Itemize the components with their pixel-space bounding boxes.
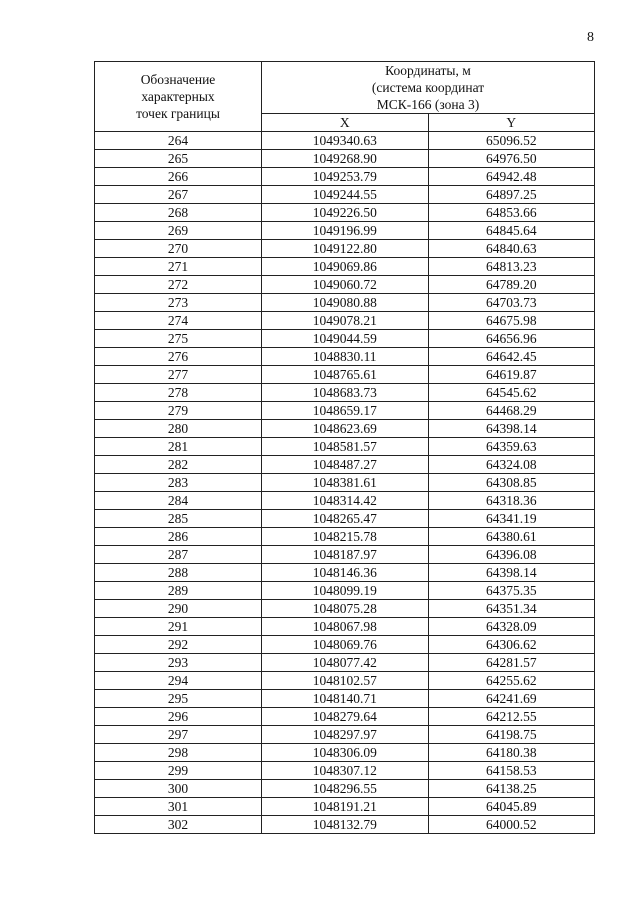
y-coordinate-cell: 64375.35	[428, 582, 595, 600]
table-row	[95, 816, 595, 834]
x-coordinate-cell: 1048765.61	[262, 366, 429, 384]
x-coordinate-cell: 1049122.80	[262, 240, 429, 258]
y-coordinate-cell: 64306.62	[428, 636, 595, 654]
table-row	[95, 402, 595, 420]
x-coordinate-cell: 1048132.79	[262, 816, 429, 834]
x-coordinate-cell: 1049253.79	[262, 168, 429, 186]
point-id-cell: 301	[95, 798, 262, 816]
table-row	[95, 600, 595, 618]
point-id-cell: 283	[95, 474, 262, 492]
table-row	[95, 528, 595, 546]
y-coordinate-cell: 64324.08	[428, 456, 595, 474]
x-coordinate-cell: 1048297.97	[262, 726, 429, 744]
point-id-cell: 286	[95, 528, 262, 546]
header-x: X	[262, 114, 429, 132]
point-id-cell: 273	[95, 294, 262, 312]
x-coordinate-cell: 1048099.19	[262, 582, 429, 600]
point-id-cell: 268	[95, 204, 262, 222]
y-coordinate-cell: 64359.63	[428, 438, 595, 456]
y-coordinate-cell: 64853.66	[428, 204, 595, 222]
y-coordinate-cell: 64212.55	[428, 708, 595, 726]
point-id-cell: 282	[95, 456, 262, 474]
y-coordinate-cell: 64198.75	[428, 726, 595, 744]
y-coordinate-cell: 64840.63	[428, 240, 595, 258]
x-coordinate-cell: 1048307.12	[262, 762, 429, 780]
table-row	[95, 798, 595, 816]
x-coordinate-cell: 1048279.64	[262, 708, 429, 726]
point-id-cell: 288	[95, 564, 262, 582]
y-coordinate-cell: 64138.25	[428, 780, 595, 798]
table-row	[95, 780, 595, 798]
x-coordinate-cell: 1049080.88	[262, 294, 429, 312]
point-id-cell: 294	[95, 672, 262, 690]
table-row	[95, 384, 595, 402]
point-id-cell: 280	[95, 420, 262, 438]
y-coordinate-cell: 64398.14	[428, 420, 595, 438]
x-coordinate-cell: 1048067.98	[262, 618, 429, 636]
table-row	[95, 348, 595, 366]
y-coordinate-cell: 65096.52	[428, 132, 595, 150]
table-row	[95, 510, 595, 528]
point-id-cell: 293	[95, 654, 262, 672]
table-row	[95, 204, 595, 222]
table-row	[95, 366, 595, 384]
x-coordinate-cell: 1049244.55	[262, 186, 429, 204]
table-row	[95, 618, 595, 636]
header-row	[95, 62, 595, 114]
table-row	[95, 654, 595, 672]
x-coordinate-cell: 1048146.36	[262, 564, 429, 582]
x-coordinate-cell: 1048077.42	[262, 654, 429, 672]
x-coordinate-cell: 1048381.61	[262, 474, 429, 492]
x-coordinate-cell: 1048581.57	[262, 438, 429, 456]
header-coords-line: Координаты, м	[385, 63, 471, 78]
point-id-cell: 298	[95, 744, 262, 762]
x-coordinate-cell: 1049069.86	[262, 258, 429, 276]
y-coordinate-cell: 64656.96	[428, 330, 595, 348]
point-id-cell: 297	[95, 726, 262, 744]
point-id-cell: 272	[95, 276, 262, 294]
header-point-line: характерных	[141, 89, 215, 104]
y-coordinate-cell: 64398.14	[428, 564, 595, 582]
point-id-cell: 269	[95, 222, 262, 240]
x-coordinate-cell: 1048623.69	[262, 420, 429, 438]
point-id-cell: 266	[95, 168, 262, 186]
table-row	[95, 438, 595, 456]
x-coordinate-cell: 1049060.72	[262, 276, 429, 294]
point-id-cell: 292	[95, 636, 262, 654]
x-coordinate-cell: 1048187.97	[262, 546, 429, 564]
header-point-line: Обозначение	[140, 72, 216, 87]
y-coordinate-cell: 64308.85	[428, 474, 595, 492]
header-coords-line: (система координат	[371, 80, 485, 95]
page-number: 8	[587, 30, 594, 45]
point-id-cell: 265	[95, 150, 262, 168]
table-row	[95, 186, 595, 204]
table-row	[95, 294, 595, 312]
point-id-cell: 285	[95, 510, 262, 528]
x-coordinate-cell: 1049340.63	[262, 132, 429, 150]
x-coordinate-cell: 1048296.55	[262, 780, 429, 798]
table-row	[95, 330, 595, 348]
point-id-cell: 277	[95, 366, 262, 384]
table-row	[95, 744, 595, 762]
point-id-cell: 267	[95, 186, 262, 204]
coordinates-table	[94, 61, 595, 834]
point-id-cell: 270	[95, 240, 262, 258]
point-id-cell: 300	[95, 780, 262, 798]
table-row	[95, 726, 595, 744]
x-coordinate-cell: 1048683.73	[262, 384, 429, 402]
point-id-cell: 295	[95, 690, 262, 708]
header-coords-line: МСК-166 (зона 3)	[376, 97, 480, 112]
y-coordinate-cell: 64675.98	[428, 312, 595, 330]
table-row	[95, 150, 595, 168]
x-coordinate-cell: 1048069.76	[262, 636, 429, 654]
point-id-cell: 290	[95, 600, 262, 618]
x-coordinate-cell: 1048075.28	[262, 600, 429, 618]
table-row	[95, 492, 595, 510]
x-coordinate-cell: 1048314.42	[262, 492, 429, 510]
y-coordinate-cell: 64897.25	[428, 186, 595, 204]
point-id-cell: 287	[95, 546, 262, 564]
y-coordinate-cell: 64351.34	[428, 600, 595, 618]
y-coordinate-cell: 64396.08	[428, 546, 595, 564]
y-coordinate-cell: 64468.29	[428, 402, 595, 420]
point-id-cell: 291	[95, 618, 262, 636]
table-row	[95, 222, 595, 240]
y-coordinate-cell: 64318.36	[428, 492, 595, 510]
x-coordinate-cell: 1048306.09	[262, 744, 429, 762]
point-id-cell: 279	[95, 402, 262, 420]
table-row	[95, 240, 595, 258]
header-y: Y	[428, 114, 595, 132]
point-id-cell: 274	[95, 312, 262, 330]
header-coordinates	[262, 62, 595, 114]
table-row	[95, 708, 595, 726]
y-coordinate-cell: 64045.89	[428, 798, 595, 816]
table-row	[95, 672, 595, 690]
x-coordinate-cell: 1049044.59	[262, 330, 429, 348]
y-coordinate-cell: 64281.57	[428, 654, 595, 672]
table-row	[95, 312, 595, 330]
table-row	[95, 564, 595, 582]
point-id-cell: 299	[95, 762, 262, 780]
table-row	[95, 762, 595, 780]
y-coordinate-cell: 64255.62	[428, 672, 595, 690]
y-coordinate-cell: 64845.64	[428, 222, 595, 240]
x-coordinate-cell: 1048830.11	[262, 348, 429, 366]
x-coordinate-cell: 1048102.57	[262, 672, 429, 690]
y-coordinate-cell: 64545.62	[428, 384, 595, 402]
y-coordinate-cell: 64942.48	[428, 168, 595, 186]
table-row	[95, 546, 595, 564]
point-id-cell: 276	[95, 348, 262, 366]
y-coordinate-cell: 64158.53	[428, 762, 595, 780]
header-point-line: точек границы	[136, 106, 220, 121]
table-row	[95, 474, 595, 492]
y-coordinate-cell: 64241.69	[428, 690, 595, 708]
point-id-cell: 281	[95, 438, 262, 456]
x-coordinate-cell: 1048265.47	[262, 510, 429, 528]
x-coordinate-cell: 1049268.90	[262, 150, 429, 168]
table-row	[95, 276, 595, 294]
table-row	[95, 132, 595, 150]
point-id-cell: 302	[95, 816, 262, 834]
x-coordinate-cell: 1049196.99	[262, 222, 429, 240]
table-row	[95, 582, 595, 600]
x-coordinate-cell: 1048215.78	[262, 528, 429, 546]
x-coordinate-cell: 1048191.21	[262, 798, 429, 816]
y-coordinate-cell: 64619.87	[428, 366, 595, 384]
table-row	[95, 168, 595, 186]
y-coordinate-cell: 64328.09	[428, 618, 595, 636]
x-coordinate-cell: 1048140.71	[262, 690, 429, 708]
point-id-cell: 296	[95, 708, 262, 726]
y-coordinate-cell: 64642.45	[428, 348, 595, 366]
y-coordinate-cell: 64703.73	[428, 294, 595, 312]
header-point-designation	[95, 62, 262, 132]
x-coordinate-cell: 1049226.50	[262, 204, 429, 222]
point-id-cell: 278	[95, 384, 262, 402]
table-header	[95, 62, 595, 132]
y-coordinate-cell: 64813.23	[428, 258, 595, 276]
y-coordinate-cell: 64000.52	[428, 816, 595, 834]
y-coordinate-cell: 64380.61	[428, 528, 595, 546]
y-coordinate-cell: 64976.50	[428, 150, 595, 168]
y-coordinate-cell: 64341.19	[428, 510, 595, 528]
table-body	[95, 132, 595, 834]
y-coordinate-cell: 64180.38	[428, 744, 595, 762]
point-id-cell: 264	[95, 132, 262, 150]
table-row	[95, 690, 595, 708]
table-row	[95, 420, 595, 438]
point-id-cell: 289	[95, 582, 262, 600]
x-coordinate-cell: 1048487.27	[262, 456, 429, 474]
point-id-cell: 284	[95, 492, 262, 510]
x-coordinate-cell: 1049078.21	[262, 312, 429, 330]
point-id-cell: 275	[95, 330, 262, 348]
y-coordinate-cell: 64789.20	[428, 276, 595, 294]
point-id-cell: 271	[95, 258, 262, 276]
table-row	[95, 258, 595, 276]
x-coordinate-cell: 1048659.17	[262, 402, 429, 420]
table-row	[95, 636, 595, 654]
table-row	[95, 456, 595, 474]
